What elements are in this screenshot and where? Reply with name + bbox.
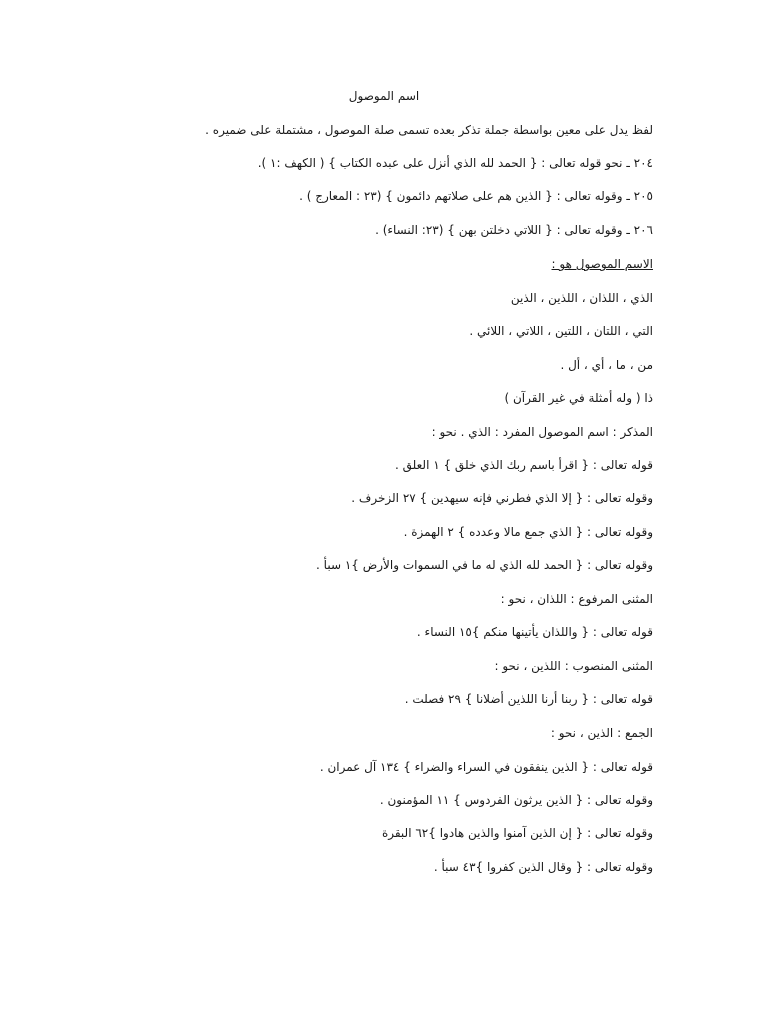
example-line: ٢٠٥ ـ وقوله تعالى : { الذين هم على صلاتهم دائمون } (٢٣ : المعارج ) .	[299, 189, 653, 203]
verse-line: قوله تعالى : { واللذان يأتينها منكم }١٥ النساء .	[416, 625, 653, 639]
verse-line: وقوله تعالى : { إلا الذي فطرني فإنه سيهدين } ٢٧ الزخرف .	[351, 491, 653, 505]
form-list-item: من ، ما ، أي ، أل .	[560, 358, 653, 372]
form-list-item: ذا ( وله أمثلة في غير القرآن )	[504, 391, 653, 405]
example-line: ٢٠٦ ـ وقوله تعالى : { اللاتي دخلتن بهن } (٢٣: النساء) .	[375, 223, 653, 237]
page-title-text: اسم الموصول	[348, 89, 420, 103]
section-heading-masculine: المذكر : اسم الموصول المفرد : الذي . نحو :	[431, 425, 653, 439]
verse-line: وقوله تعالى : { الذي جمع مالا وعدده } ٢ الهمزة .	[403, 525, 653, 539]
section-heading-plural: الجمع : الذين ، نحو :	[550, 726, 653, 740]
example-line: ٢٠٤ ـ نحو قوله تعالى : { الحمد لله الذي أنزل على عبده الكتاب } ( الكهف :١ ).	[257, 156, 653, 170]
section-heading-dual-nominative: المثنى المرفوع : اللذان ، نحو :	[500, 592, 653, 606]
section-heading-dual-accusative: المثنى المنصوب : اللذين ، نحو :	[494, 659, 653, 673]
form-list-item: الذي ، اللذان ، اللذين ، الذين	[510, 291, 653, 305]
verse-line: وقوله تعالى : { الحمد لله الذي له ما في السموات والأرض }١ سبأ .	[316, 558, 653, 572]
list-heading: الاسم الموصول هو :	[551, 257, 653, 271]
verse-line: قوله تعالى : { ربنا أرنا اللذين أضلانا } ٢٩ فصلت .	[404, 692, 653, 706]
verse-line: قوله تعالى : { اقرأ باسم ربك الذي خلق } ١ العلق .	[395, 458, 653, 472]
verse-line: وقوله تعالى : { إن الذين آمنوا والذين هادوا }٦٢ البقرة	[381, 826, 653, 840]
page-title	[0, 88, 768, 104]
form-list-item: التي ، اللتان ، اللتين ، اللاتي ، اللائي .	[469, 324, 653, 338]
verse-line: قوله تعالى : { الذين ينفقون في السراء والضراء } ١٣٤ آل عمران .	[319, 760, 653, 774]
definition-paragraph: لفظ يدل على معين بواسطة جملة تذكر بعده تسمى صلة الموصول ، مشتملة على ضميره .	[205, 123, 653, 137]
verse-line: وقوله تعالى : { الذين يرثون الفردوس } ١١ المؤمنون .	[379, 793, 653, 807]
verse-line: وقوله تعالى : { وقال الذين كفروا }٤٣ سبأ .	[433, 860, 653, 874]
